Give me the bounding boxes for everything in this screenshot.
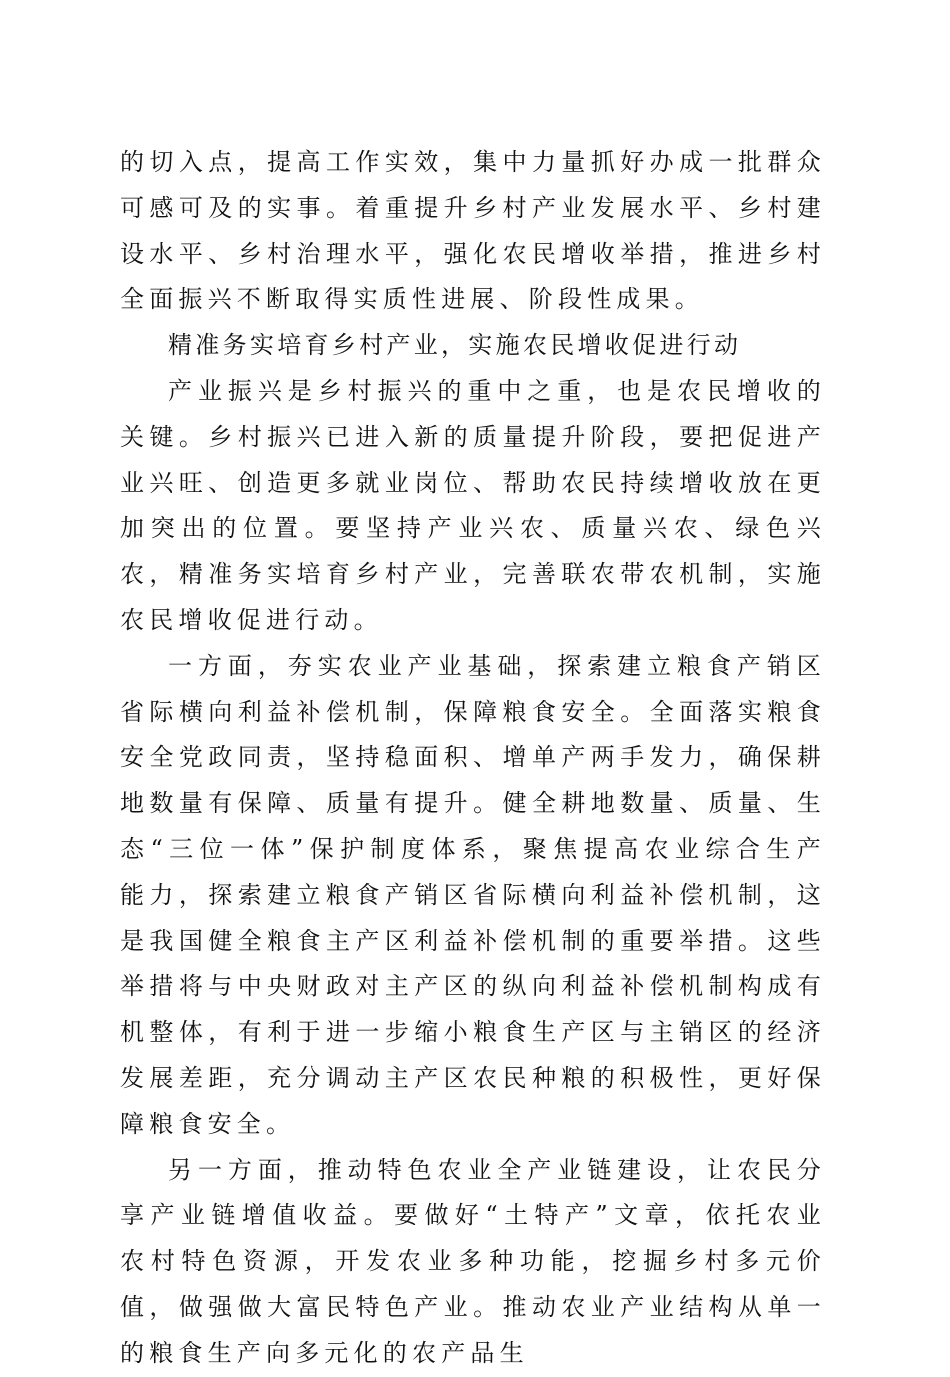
section-heading: 精准务实培育乡村产业，实施农民增收促进行动 xyxy=(168,331,742,360)
paragraph-industry-revitalization: 产业振兴是乡村振兴的重中之重，也是农民增收的关键。乡村振兴已进入新的质量提升阶段，要把促进产业兴旺、创造更多就业岗位、帮助农民持续增收放在更加突出的位置。要坚持产业兴农、质量兴农、绿色兴农，精准务实培育乡村产业，完善联农带农机制，实施农民增收促进行动。 xyxy=(120,376,826,634)
paragraph-continuation: 的切入点，提高工作实效，集中力量抓好办成一批群众可感可及的实事。着重提升乡村产业发展水平、乡村建设水平、乡村治理水平，强化农民增收举措，推进乡村全面振兴不断取得实质性进展、阶段性成果。 xyxy=(120,148,826,314)
paragraph-industry-chain: 另一方面，推动特色农业全产业链建设，让农民分享产业链增值收益。要做好“土特产”文章，依托农业农村特色资源，开发农业多种功能，挖掘乡村多元价值，做强做大富民特色产业。推动农业产业结构从单一的粮食生产向多元化的农产品生 xyxy=(120,1155,826,1367)
paragraph-grain-security: 一方面，夯实农业产业基础，探索建立粮食产销区省际横向利益补偿机制，保障粮食安全。全面落实粮食安全党政同责，坚持稳面积、增单产两手发力，确保耕地数量有保障、质量有提升。健全耕地数量、质量、生态“三位一体”保护制度体系，聚焦提高农业综合生产能力，探索建立粮食产销区省际横向利益补偿机制，这是我国健全粮食主产区利益补偿机制的重要举措。这些举措将与中央财政对主产区的纵向利益补偿机制构成有机整体，有利于进一步缩小粮食生产区与主销区的经济发展差距，充分调动主产区农民种粮的积极性，更好保障粮食安全。 xyxy=(120,651,826,1138)
document-body xyxy=(120,140,826,1377)
